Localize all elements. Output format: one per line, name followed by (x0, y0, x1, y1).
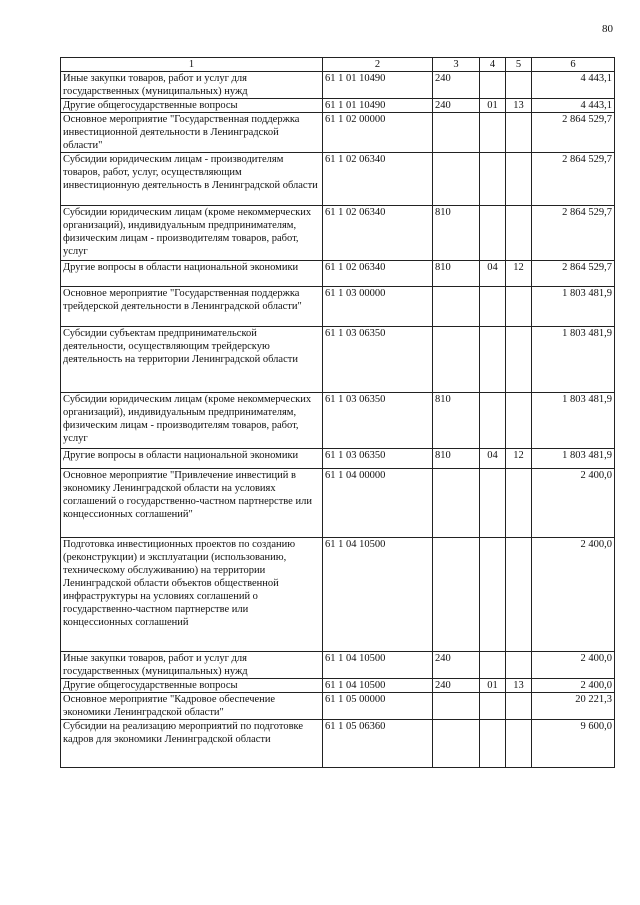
row-sum: 2 864 529,7 (532, 206, 615, 261)
row-name: Субсидии субъектам предпринимательской деятельности, осуществляющим трейдерскую деятельность на территории Ленинградской области (61, 327, 323, 393)
row-vr (433, 720, 480, 768)
row-name: Субсидии юридическим лицам (кроме некоммерческих организаций), индивидуальным предпринимателям, физическим лицам - производителям товаров, работ, услуг (61, 393, 323, 449)
header-cell-1: 1 (61, 58, 323, 72)
row-pr (506, 72, 532, 99)
table-row (61, 99, 615, 113)
row-name: Основное мероприятие "Государственная поддержка инвестиционной деятельности в Ленинградской области" (61, 113, 323, 153)
row-sum: 20 221,3 (532, 693, 615, 720)
row-pr (506, 720, 532, 768)
row-name: Другие вопросы в области национальной экономики (61, 261, 323, 287)
row-rz: 04 (480, 449, 506, 469)
row-sum: 1 803 481,9 (532, 287, 615, 327)
row-name: Другие вопросы в области национальной экономики (61, 449, 323, 469)
table-row (61, 113, 615, 153)
row-code: 61 1 02 06340 (323, 206, 433, 261)
row-vr: 240 (433, 99, 480, 113)
row-sum: 2 400,0 (532, 652, 615, 679)
row-vr (433, 469, 480, 538)
row-rz: 01 (480, 679, 506, 693)
table-row (61, 720, 615, 768)
table-row (61, 327, 615, 393)
row-name: Подготовка инвестиционных проектов по созданию (реконструкции) и эксплуатации (использованию, техническому обслуживанию) на территории Ленинградской области объектов общественной инфраструктуры на условиях соглашений о государственно-частном партнерстве или концессионных соглашений (61, 538, 323, 652)
row-vr (433, 327, 480, 393)
row-code: 61 1 01 10490 (323, 99, 433, 113)
row-vr: 810 (433, 206, 480, 261)
row-sum: 4 443,1 (532, 99, 615, 113)
row-pr (506, 538, 532, 652)
row-name: Субсидии на реализацию мероприятий по подготовке кадров для экономики Ленинградской области (61, 720, 323, 768)
row-pr (506, 393, 532, 449)
table-row (61, 538, 615, 652)
row-rz (480, 538, 506, 652)
row-pr: 12 (506, 261, 532, 287)
row-name: Субсидии юридическим лицам - производителям товаров, работ, услуг, осуществляющим инвестиционную деятельность в Ленинградской области (61, 153, 323, 206)
row-vr: 240 (433, 679, 480, 693)
row-name: Иные закупки товаров, работ и услуг для государственных (муниципальных) нужд (61, 652, 323, 679)
row-sum: 9 600,0 (532, 720, 615, 768)
row-name: Другие общегосударственные вопросы (61, 679, 323, 693)
row-pr (506, 327, 532, 393)
row-code: 61 1 03 06350 (323, 327, 433, 393)
row-name: Субсидии юридическим лицам (кроме некоммерческих организаций), индивидуальным предпринимателям, физическим лицам - производителям товаров, работ, услуг (61, 206, 323, 261)
row-vr: 810 (433, 393, 480, 449)
header-row (61, 58, 615, 72)
table-row (61, 261, 615, 287)
row-sum: 1 803 481,9 (532, 449, 615, 469)
row-name: Иные закупки товаров, работ и услуг для государственных (муниципальных) нужд (61, 72, 323, 99)
row-pr: 13 (506, 99, 532, 113)
row-pr (506, 693, 532, 720)
row-sum: 4 443,1 (532, 72, 615, 99)
row-sum: 1 803 481,9 (532, 327, 615, 393)
row-pr: 13 (506, 679, 532, 693)
row-pr (506, 652, 532, 679)
row-code: 61 1 04 10500 (323, 679, 433, 693)
table-row (61, 206, 615, 261)
row-code: 61 1 02 00000 (323, 113, 433, 153)
page-number: 80 (602, 23, 613, 35)
row-vr: 810 (433, 261, 480, 287)
row-name: Основное мероприятие "Привлечение инвестиций в экономику Ленинградской области на условиях соглашений о государственно-частном партнерстве или концессионных соглашений" (61, 469, 323, 538)
row-rz: 01 (480, 99, 506, 113)
row-rz (480, 72, 506, 99)
header-cell-6: 6 (532, 58, 615, 72)
row-name: Другие общегосударственные вопросы (61, 99, 323, 113)
table-row (61, 693, 615, 720)
row-sum: 2 400,0 (532, 469, 615, 538)
table-row (61, 153, 615, 206)
row-vr: 240 (433, 652, 480, 679)
row-rz (480, 206, 506, 261)
row-code: 61 1 03 06350 (323, 393, 433, 449)
row-pr (506, 153, 532, 206)
table-row (61, 449, 615, 469)
header-cell-4: 4 (480, 58, 506, 72)
row-sum: 2 864 529,7 (532, 113, 615, 153)
row-pr (506, 113, 532, 153)
row-code: 61 1 03 00000 (323, 287, 433, 327)
row-vr (433, 153, 480, 206)
row-vr (433, 113, 480, 153)
row-pr: 12 (506, 449, 532, 469)
row-code: 61 1 04 00000 (323, 469, 433, 538)
row-rz (480, 327, 506, 393)
row-vr (433, 693, 480, 720)
row-code: 61 1 01 10490 (323, 72, 433, 99)
row-rz: 04 (480, 261, 506, 287)
row-code: 61 1 05 06360 (323, 720, 433, 768)
row-rz (480, 153, 506, 206)
table-row (61, 72, 615, 99)
row-vr (433, 287, 480, 327)
header-cell-5: 5 (506, 58, 532, 72)
row-rz (480, 469, 506, 538)
row-sum: 2 400,0 (532, 679, 615, 693)
header-cell-3: 3 (433, 58, 480, 72)
row-rz (480, 652, 506, 679)
row-pr (506, 287, 532, 327)
row-vr: 240 (433, 72, 480, 99)
table-row (61, 287, 615, 327)
row-vr (433, 538, 480, 652)
row-sum: 2 864 529,7 (532, 153, 615, 206)
row-code: 61 1 03 06350 (323, 449, 433, 469)
table-row (61, 679, 615, 693)
row-rz (480, 693, 506, 720)
budget-table (60, 57, 615, 768)
row-sum: 2 864 529,7 (532, 261, 615, 287)
row-pr (506, 469, 532, 538)
row-code: 61 1 04 10500 (323, 538, 433, 652)
row-rz (480, 720, 506, 768)
row-name: Основное мероприятие "Кадровое обеспечение экономики Ленинградской области" (61, 693, 323, 720)
row-sum: 2 400,0 (532, 538, 615, 652)
table-row (61, 652, 615, 679)
header-cell-2: 2 (323, 58, 433, 72)
row-sum: 1 803 481,9 (532, 393, 615, 449)
row-rz (480, 393, 506, 449)
row-rz (480, 113, 506, 153)
row-code: 61 1 02 06340 (323, 153, 433, 206)
row-code: 61 1 05 00000 (323, 693, 433, 720)
row-vr: 810 (433, 449, 480, 469)
table-row (61, 469, 615, 538)
row-code: 61 1 02 06340 (323, 261, 433, 287)
row-code: 61 1 04 10500 (323, 652, 433, 679)
table-row (61, 393, 615, 449)
row-pr (506, 206, 532, 261)
row-name: Основное мероприятие "Государственная поддержка трейдерской деятельности в Ленинградской области" (61, 287, 323, 327)
row-rz (480, 287, 506, 327)
